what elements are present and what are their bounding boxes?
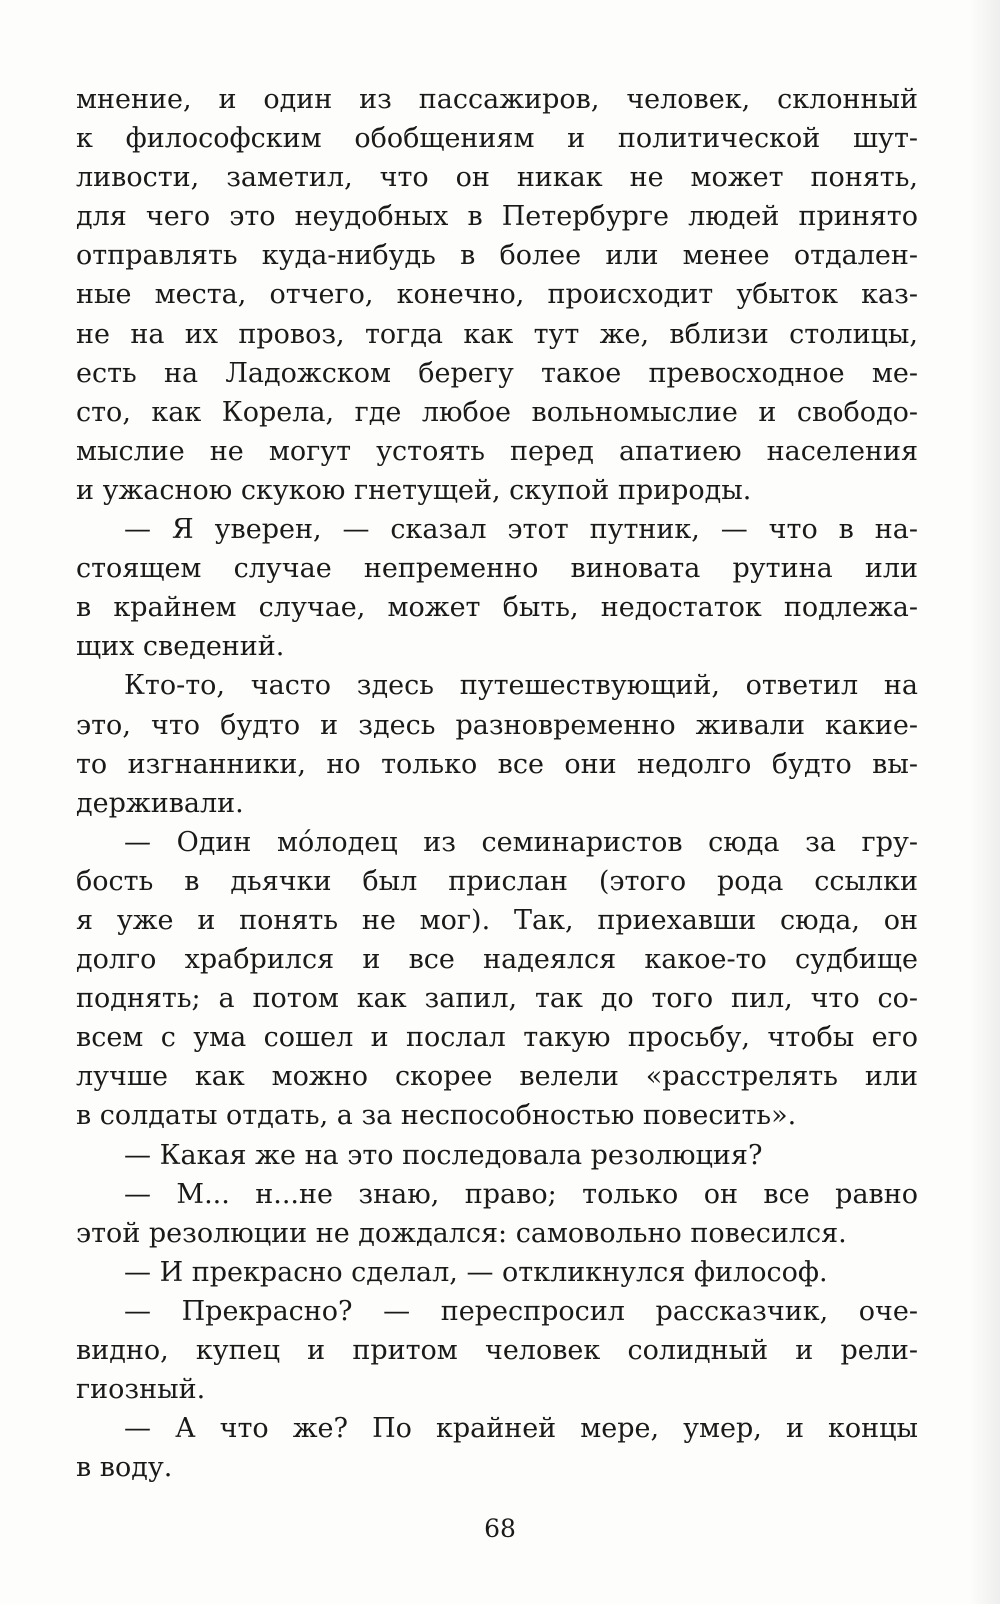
page-number: 68 [484,1514,516,1543]
text-line: ные места, отчего, конечно, происходит убыток каз- [76,279,918,311]
text-line: видно, купец и притом человек солидный и рели- [76,1335,918,1366]
text-line: этой резолюции не дождался: самовольно повесился. [76,1217,847,1249]
text-line: мыслие не могут устоять перед апатиею населения [76,435,918,467]
text-line: Кто-то, часто здесь путешествующий, ответил на [124,670,918,702]
text-line: есть на Ладожском берегу такое превосходное ме- [76,357,918,389]
text-line: — Я уверен, — сказал этот путник, — что в на- [124,514,918,546]
text-line: гиозный. [76,1374,206,1406]
body-text [76,80,918,1487]
text-line: сто, как Корела, где любое вольномыслие и свободо- [76,396,918,428]
text-line: для чего это неудобных в Петербурге людей принято [76,201,918,233]
text-line: держивали. [76,787,244,819]
text-line: — М... н...не знаю, право; только он все равно [124,1178,918,1210]
text-line: в крайнем случае, может быть, недостаток подлежа- [76,592,918,624]
text-line: всем с ума сошел и послал такую просьбу, чтобы его [76,1022,918,1054]
text-line: — Один мóлодец из семинаристов сюда за гру- [124,826,918,858]
text-line: щих сведений. [76,631,285,663]
text-line: к философским обобщениям и политической шут- [76,123,918,155]
text-line: в воду. [76,1452,173,1484]
page-edge-shadow [970,0,1000,1604]
text-line: — И прекрасно сделал, — откликнулся философ. [124,1256,828,1288]
text-line: я уже и понять не мог). Так, приехавши сюда, он [76,904,918,936]
text-line: это, что будто и здесь разновременно живали какие- [76,709,918,741]
text-line: в солдаты отдать, а за неспособностью повесить». [76,1100,797,1132]
text-line: — А что же? По крайней мере, умер, и концы [124,1413,918,1445]
text-line: ливости, заметил, что он никак не может понять, [76,162,918,194]
text-line: — Какая же на это последовала резолюция? [124,1139,763,1171]
text-line: то изгнанники, но только все они недолго будто вы- [76,748,918,780]
text-line: лучше как можно скорее велели «расстрелять или [76,1061,918,1093]
text-line: долго храбрился и все надеялся какое-то судбище [76,944,918,976]
text-line: не на их провоз, тогда как тут же, вблизи столицы, [76,318,918,350]
text-line: стоящем случае непременно виновата рутина или [76,553,918,585]
text-line: и ужасною скукою гнетущей, скупой природы. [76,474,752,506]
text-line: мнение, и один из пассажиров, человек, склонный [76,84,918,115]
text-line: — Прекрасно? — переспросил рассказчик, оче- [124,1295,918,1327]
text-line: бость в дьячки был прислан (этого рода ссылки [76,865,918,897]
text-line: отправлять куда-нибудь в более или менее отдален- [76,240,918,272]
text-line: поднять; а потом как запил, так до того пил, что со- [76,983,918,1015]
